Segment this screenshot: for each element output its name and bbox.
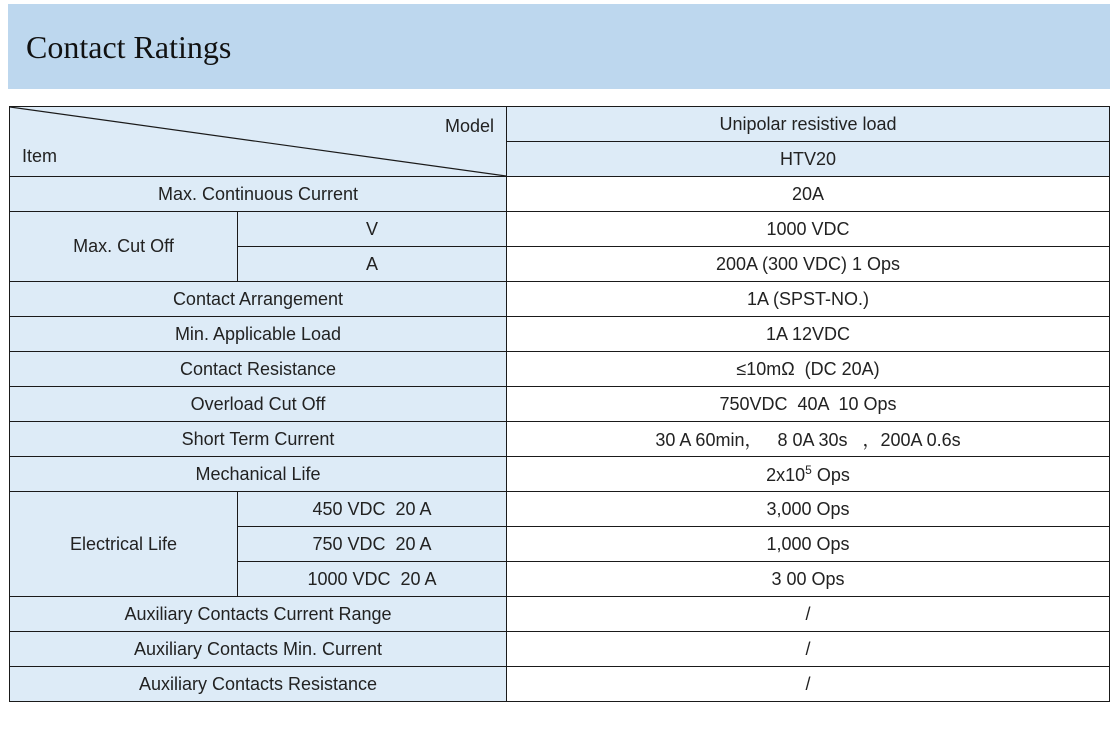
row-value: / [507,667,1110,702]
item-label: Item [22,146,58,166]
sub-label: 1000 VDC 20 A [238,562,507,597]
row-value [507,457,1110,492]
row-value: 1000 VDC [507,212,1110,247]
mech-life-exponent: 5 [805,462,812,477]
row-value: 3,000 Ops [507,492,1110,527]
contact-ratings-table [9,106,1110,702]
row-label: Contact Resistance [10,352,507,387]
row-value: / [507,632,1110,667]
sub-label: 450 VDC 20 A [238,492,507,527]
row-value: / [507,597,1110,632]
sub-label: A [238,247,507,282]
row-label: Min. Applicable Load [10,317,507,352]
row-label: Electrical Life [10,492,238,597]
row-label: Overload Cut Off [10,387,507,422]
row-value: 1,000 Ops [507,527,1110,562]
row-value: 3 00 Ops [507,562,1110,597]
table-row [10,597,1110,632]
diagonal-header-cell [10,107,507,177]
model-label: Model [444,116,494,136]
mech-life-unit: Ops [811,464,850,485]
row-label: Auxiliary Contacts Resistance [10,667,507,702]
table-row [10,317,1110,352]
table-row [10,457,1110,492]
row-label: Auxiliary Contacts Min. Current [10,632,507,667]
model-name: HTV20 [507,142,1110,177]
row-value: ≤10mΩ (DC 20A) [507,352,1110,387]
row-value: 750VDC 40A 10 Ops [507,387,1110,422]
row-label: Short Term Current [10,422,507,457]
table-row [10,422,1110,457]
row-value: 20A [507,177,1110,212]
table-row [10,212,1110,247]
sub-label: V [238,212,507,247]
section-banner [8,4,1110,89]
table-row [10,352,1110,387]
table-row [10,177,1110,212]
table-row [10,282,1110,317]
table-row [10,632,1110,667]
mech-life-base: 2x10 [766,464,806,485]
diagonal-divider [10,107,506,176]
row-value: 200A (300 VDC) 1 Ops [507,247,1110,282]
model-load-type: Unipolar resistive load [507,107,1110,142]
row-label: Contact Arrangement [10,282,507,317]
row-label: Max. Cut Off [10,212,238,282]
row-label: Auxiliary Contacts Current Range [10,597,507,632]
table-row [10,667,1110,702]
page-title: Contact Ratings [26,29,232,65]
table-row [10,492,1110,527]
sub-label: 750 VDC 20 A [238,527,507,562]
row-label: Mechanical Life [10,457,507,492]
row-value: 1A 12VDC [507,317,1110,352]
row-label: Max. Continuous Current [10,177,507,212]
table-row [10,387,1110,422]
header-row-1 [10,107,1110,142]
row-value: 1A (SPST-NO.) [507,282,1110,317]
row-value: 30 A 60min， 8 0A 30s ，200A 0.6s [507,422,1110,457]
